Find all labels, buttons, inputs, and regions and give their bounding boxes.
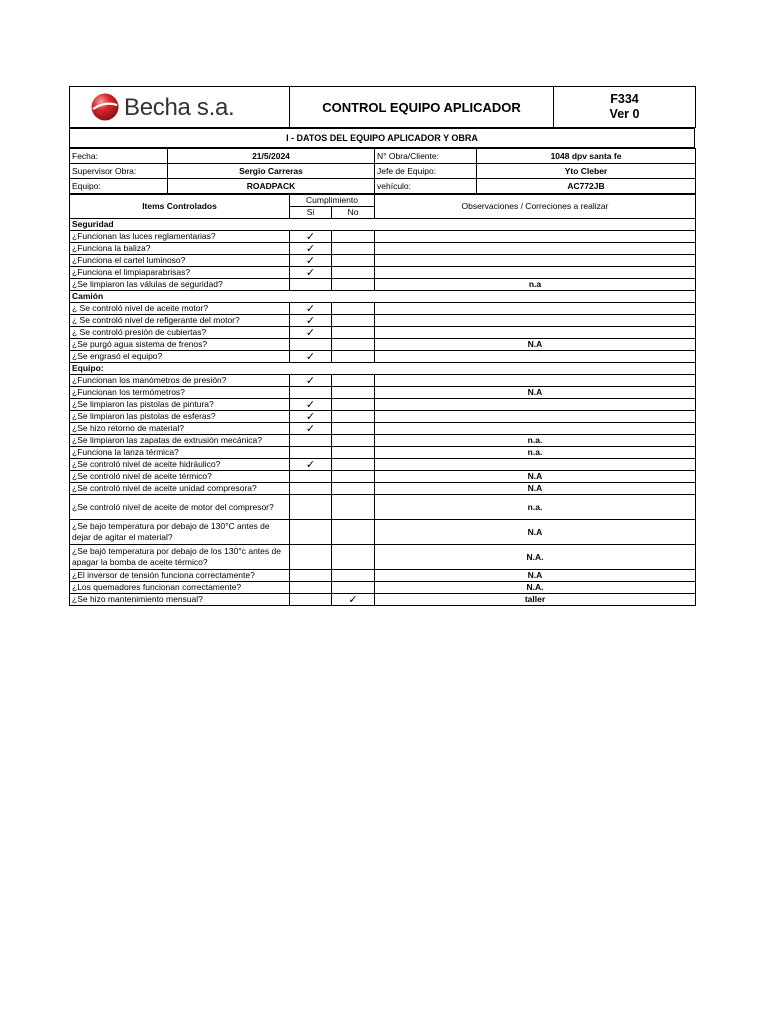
no-cell[interactable] [332, 327, 375, 339]
observation-cell[interactable] [375, 255, 696, 267]
item-text: ¿Funciona la baliza? [70, 243, 290, 255]
group-row [70, 219, 696, 231]
item-text: ¿Se hizo mantenimiento mensual? [70, 594, 290, 606]
checkmark-icon: ✓ [305, 302, 316, 315]
item-text: ¿Funciona el cartel luminoso? [70, 255, 290, 267]
form-code: F334 [610, 92, 639, 106]
group-title: Camión [70, 291, 696, 303]
checkmark-icon: ✓ [305, 314, 316, 327]
item-text: ¿Se limpiaron las pistolas de pintura? [70, 399, 290, 411]
si-cell[interactable] [290, 303, 332, 315]
checkmark-icon: ✓ [305, 230, 316, 243]
checklist-row [70, 327, 696, 339]
observation-cell[interactable] [375, 267, 696, 279]
group-row [70, 363, 696, 375]
si-cell[interactable] [290, 315, 332, 327]
si-cell[interactable] [290, 459, 332, 471]
equipo-label: Equipo: [70, 179, 168, 194]
checklist-table [69, 194, 696, 606]
item-text: ¿Se limpiaron las zapatas de extrusión mecánica? [70, 435, 290, 447]
info-table [69, 148, 696, 194]
observation-cell[interactable] [375, 327, 696, 339]
control-form-sheet [69, 86, 695, 606]
si-cell[interactable] [290, 231, 332, 243]
si-column-header: Si [290, 207, 332, 219]
form-code-cell [554, 87, 696, 128]
cumplimiento-header: Cumplimiento [290, 195, 375, 207]
no-cell[interactable] [332, 495, 375, 520]
item-text: ¿Se limpiaron las válulas de seguridad? [70, 279, 290, 291]
observation-cell[interactable] [375, 459, 696, 471]
fecha-value: 21/5/2024 [168, 149, 375, 164]
observation-cell[interactable] [375, 231, 696, 243]
item-text: ¿Funciona el limpiaparabrisas? [70, 267, 290, 279]
item-text: ¿Se controló nivel de aceite hidráulico? [70, 459, 290, 471]
checklist-row [70, 495, 696, 520]
observation-cell[interactable]: N.A [375, 471, 696, 483]
checkmark-icon: ✓ [305, 410, 316, 423]
checklist-row [70, 387, 696, 399]
item-text: ¿Los quemadores funcionan correctamente? [70, 582, 290, 594]
observation-cell[interactable] [375, 351, 696, 363]
vehiculo-label: vehículo: [375, 179, 477, 194]
supervisor-label: Supervisor Obra: [70, 164, 168, 179]
checkmark-icon: ✓ [305, 350, 316, 363]
vehiculo-value: AC772JB [477, 179, 696, 194]
observation-cell[interactable]: n.a. [375, 447, 696, 459]
si-cell[interactable] [290, 255, 332, 267]
checkmark-icon: ✓ [305, 398, 316, 411]
checklist-row [70, 435, 696, 447]
checklist-row [70, 459, 696, 471]
observation-cell[interactable]: taller [375, 594, 696, 606]
si-cell[interactable] [290, 267, 332, 279]
no-cell[interactable] [332, 315, 375, 327]
checklist-row [70, 351, 696, 363]
checklist-row [70, 231, 696, 243]
si-cell[interactable] [290, 399, 332, 411]
observation-cell[interactable]: N.A [375, 570, 696, 582]
observation-cell[interactable]: N.A [375, 520, 696, 545]
company-name: Becha s.a. [124, 93, 235, 121]
si-cell[interactable] [290, 495, 332, 520]
observation-cell[interactable]: N.A. [375, 582, 696, 594]
no-cell[interactable] [332, 594, 375, 606]
no-cell[interactable] [332, 351, 375, 363]
observation-cell[interactable] [375, 423, 696, 435]
checkmark-icon: ✓ [348, 593, 358, 606]
observation-cell[interactable] [375, 399, 696, 411]
items-column-header: Items Controlados [70, 195, 290, 219]
obra-value: 1048 dpv santa fe [477, 149, 696, 164]
equipo-value: ROADPACK [168, 179, 375, 194]
observation-cell[interactable] [375, 411, 696, 423]
checkmark-icon: ✓ [305, 254, 316, 267]
item-text: ¿Se purgó agua sistema de frenos? [70, 339, 290, 351]
observation-cell[interactable]: N.A. [375, 545, 696, 570]
obra-label: N° Obra/Cliente: [375, 149, 477, 164]
checklist-row [70, 243, 696, 255]
si-cell[interactable] [290, 243, 332, 255]
si-cell[interactable] [290, 279, 332, 291]
checkmark-icon: ✓ [305, 326, 316, 339]
fecha-label: Fecha: [70, 149, 168, 164]
checklist-row [70, 339, 696, 351]
no-cell[interactable] [332, 243, 375, 255]
no-cell[interactable] [332, 387, 375, 399]
observation-cell[interactable] [375, 315, 696, 327]
item-text: ¿Se controló nivel de aceite térmico? [70, 471, 290, 483]
no-cell[interactable] [332, 582, 375, 594]
becha-logo-icon [90, 92, 120, 122]
si-cell[interactable] [290, 339, 332, 351]
item-text: ¿Funcionan los termómetros? [70, 387, 290, 399]
checklist-row [70, 399, 696, 411]
si-cell[interactable] [290, 375, 332, 387]
checklist-row [70, 582, 696, 594]
checklist-row [70, 315, 696, 327]
form-version: Ver 0 [609, 107, 640, 121]
item-text: ¿Se controló nivel de aceite de motor del compresor? [70, 495, 290, 520]
group-title: Equipo: [70, 363, 696, 375]
no-cell[interactable] [332, 267, 375, 279]
logo-cell [70, 87, 290, 128]
checklist-row [70, 447, 696, 459]
checklist-row [70, 520, 696, 545]
checkmark-icon: ✓ [305, 242, 316, 255]
no-cell[interactable] [332, 375, 375, 387]
checkmark-icon: ✓ [305, 422, 316, 435]
si-cell[interactable] [290, 545, 332, 570]
observation-cell[interactable]: n.a. [375, 435, 696, 447]
observation-cell[interactable] [375, 243, 696, 255]
company-logo [90, 92, 287, 122]
no-cell[interactable] [332, 303, 375, 315]
checklist-row [70, 594, 696, 606]
si-cell[interactable] [290, 483, 332, 495]
item-text: ¿Funcionan las luces reglamentarias? [70, 231, 290, 243]
item-text: ¿El inversor de tensión funciona correctamente? [70, 570, 290, 582]
checklist-row [70, 545, 696, 570]
supervisor-value: Sergio Carreras [168, 164, 375, 179]
checklist-row [70, 303, 696, 315]
item-text: ¿Se hizo retorno de material? [70, 423, 290, 435]
observation-cell[interactable]: N.A [375, 483, 696, 495]
no-cell[interactable] [332, 447, 375, 459]
no-cell[interactable] [332, 459, 375, 471]
group-title: Seguridad [70, 219, 696, 231]
form-header-table [69, 86, 696, 128]
si-cell[interactable] [290, 520, 332, 545]
si-cell[interactable] [290, 471, 332, 483]
checklist-body [70, 219, 696, 606]
no-cell[interactable] [332, 231, 375, 243]
group-row [70, 291, 696, 303]
si-cell[interactable] [290, 411, 332, 423]
checkmark-icon: ✓ [305, 266, 316, 279]
no-cell[interactable] [332, 279, 375, 291]
checklist-row [70, 375, 696, 387]
item-text: ¿Se limpiaron las pistolas de esferas? [70, 411, 290, 423]
checkmark-icon: ✓ [305, 374, 316, 387]
no-cell[interactable] [332, 435, 375, 447]
item-text: ¿ Se controló presión de cubiertas? [70, 327, 290, 339]
checklist-row [70, 255, 696, 267]
no-cell[interactable] [332, 339, 375, 351]
observation-cell[interactable] [375, 375, 696, 387]
no-cell[interactable] [332, 520, 375, 545]
checklist-row [70, 471, 696, 483]
jefe-value: Yto Cleber [477, 164, 696, 179]
form-title: CONTROL EQUIPO APLICADOR [290, 87, 554, 128]
item-text: ¿Funcionan los manómetros de presión? [70, 375, 290, 387]
checklist-row [70, 423, 696, 435]
no-cell[interactable] [332, 483, 375, 495]
item-text: ¿Funciona la lanza térmica? [70, 447, 290, 459]
item-text: ¿Se controló nivel de aceite unidad compresora? [70, 483, 290, 495]
si-cell[interactable] [290, 447, 332, 459]
no-column-header: No [332, 207, 375, 219]
observation-cell[interactable]: N.A [375, 387, 696, 399]
no-cell[interactable] [332, 423, 375, 435]
no-cell[interactable] [332, 399, 375, 411]
no-cell[interactable] [332, 411, 375, 423]
checklist-row [70, 570, 696, 582]
checklist-row [70, 483, 696, 495]
section-title: I - DATOS DEL EQUIPO APLICADOR Y OBRA [70, 129, 695, 148]
no-cell[interactable] [332, 545, 375, 570]
checkmark-icon: ✓ [305, 458, 316, 471]
item-text: ¿Se bajo temperatura por debajo de 130°C antes de dejar de agitar el material? [70, 520, 290, 545]
observation-cell[interactable] [375, 303, 696, 315]
si-cell[interactable] [290, 435, 332, 447]
observation-cell[interactable]: N.A [375, 339, 696, 351]
checklist-row [70, 411, 696, 423]
si-cell[interactable] [290, 594, 332, 606]
item-text: ¿ Se controló nivel de refigerante del motor? [70, 315, 290, 327]
si-cell[interactable] [290, 327, 332, 339]
no-cell[interactable] [332, 255, 375, 267]
no-cell[interactable] [332, 471, 375, 483]
item-text: ¿Se engrasó el equipo? [70, 351, 290, 363]
si-cell[interactable] [290, 582, 332, 594]
observaciones-header: Observaciones / Correciones a realizar [375, 195, 696, 219]
si-cell[interactable] [290, 423, 332, 435]
observation-cell[interactable]: n.a. [375, 495, 696, 520]
si-cell[interactable] [290, 570, 332, 582]
observation-cell[interactable]: n.a [375, 279, 696, 291]
no-cell[interactable] [332, 570, 375, 582]
si-cell[interactable] [290, 387, 332, 399]
si-cell[interactable] [290, 351, 332, 363]
jefe-label: Jefe de Equipo: [375, 164, 477, 179]
checklist-row [70, 279, 696, 291]
item-text: ¿Se bajó temperatura por debajo de los 130°c antes de apagar la bomba de aceite térmico? [70, 545, 290, 570]
section-header-table [69, 128, 695, 148]
item-text: ¿ Se controló nivel de aceite motor? [70, 303, 290, 315]
checklist-row [70, 267, 696, 279]
